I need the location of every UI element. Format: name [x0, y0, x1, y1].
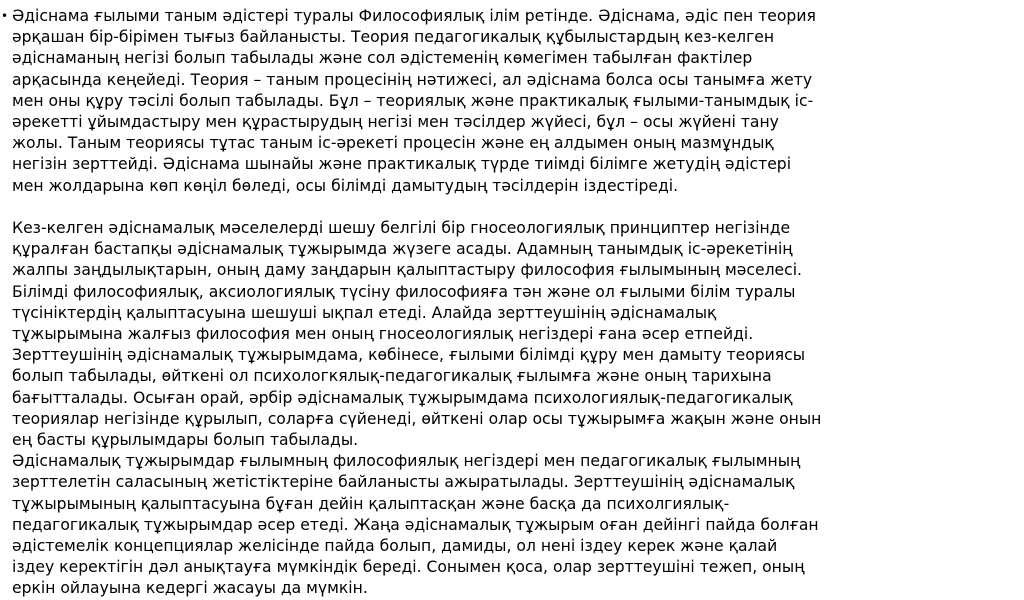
paragraph-3: Әдіснамалық тұжырымдар ғылымның философиялық негіздері мен педагогикалық ғылымның зерттелетін саласының жетістіктеріне байланысты ажыратылады. Зерттеушінің әдіснамалық тұжырымының қалыптасуына бұған дейін қалыптасқан және басқа да психолгиялық- педагогикалық тұжырымдар әсер етеді. Жаңа әдіснамалық тұжырым оған дейінгі пайда болған әдістемелік концепциялар желісінде пайда болып, дамиды, ол нені іздеу керек және қалай іздеу керектігін дәл анықтауға мүмкіндік береді. Сонымен қоса, олар зерттеушіні тежеп, оның еркін ойлауына кедергі жасауы да мүмкін. — [12, 452, 819, 598]
paragraph-2: Кез-келген әдіснамалық мәселелерді шешу белгілі бір гносеологиялық принциптер негізінде құралған бастапқы әдіснамалық тұжырымда жүзеге асады. Адамның танымдық іс-әрекетінің жалпы заңдылықтарын, оның даму заңдарын қалыптастыру философия ғылымының мәселесі. Білімді философиялық, аксиологиялық түсіну философияға тән және ол ғылыми білім туралы түсініктердің қалыптасуына шешуші ықпал етеді. Алайда зерттеушінің әдіснамалық тұжырымына жалғыз философия мен оның гносеологиялық негіздері ғана әсер етпейді. Зерттеушінің әдіснамалық тұжырымдама, көбінесе, ғылыми білімді құру мен дамыту теориясы болып табылады, өйткені ол психологкялық-педагогикалық ғылымға және оның тарихына бағытталады. Осыған орай, әрбір әдіснамалық тұжырымдама психологиялық-педагогикалық теориялар негізінде құрылып, соларға сүйенеді, өйткені олар осы тұжырымға жақын және онын ең басты құрылымдары болып табылады. — [12, 219, 822, 450]
bullet-marker: • — [1, 9, 9, 23]
paragraph-1: Әдіснама ғылыми таным әдістері туралы Философиялық ілім ретінде. Әдіснама, әдіс пен теория әрқашан бір-бірімен тығыз байланысты. Теория педагогикалық құбылыстардың кез-келген әдіснаманың негізі болып табылады және сол әдістеменің көмегімен табылған фактілер арқасында кеңейеді. Теория – таным процесінің нәтижесі, ал әдіснама болса осы танымға жету мен оны құру тәсілі болып табылады. Бұл – теориялық және практикалық ғылыми-танымдық іс- әрекетті ұйымдастыру мен құрастырудың негізі мен тәсілдер жүйесі, бұл – осы жүйені тану жолы. Таным теориясы тұтас таным іс-әрекеті процесін және ең алдымен оның мазмұндық негізін зерттейді. Әдіснама шынайы және практикалық түрде тиімді білімге жетудің әдістері мен жолдарына көп көңіл бөледі, осы білімді дамытудың тәсілдерін іздестіреді. — [12, 7, 816, 195]
paragraph-spacer — [12, 197, 1012, 218]
slide-body-text — [12, 6, 1012, 600]
